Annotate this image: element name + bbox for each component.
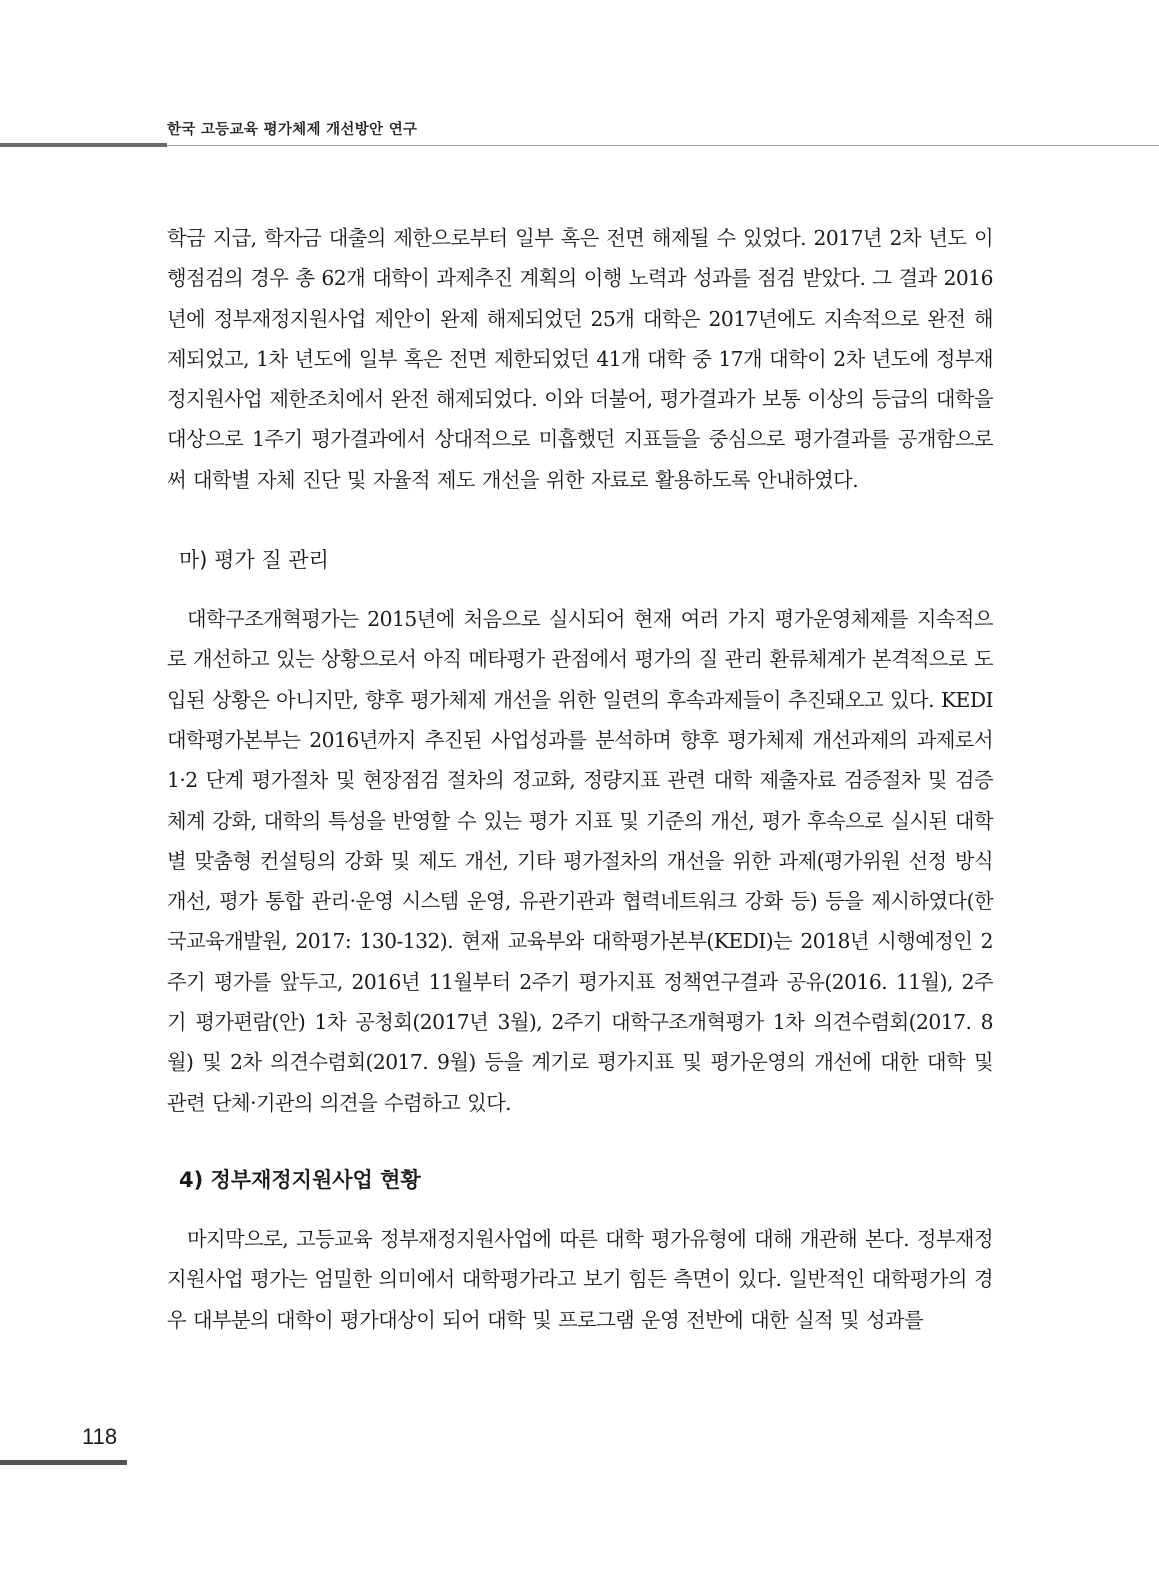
footer-rule xyxy=(0,1460,127,1465)
header-rule-accent xyxy=(0,143,167,147)
section-heading-government-funding: 4) 정부재정지원사업 현황 xyxy=(179,1167,421,1192)
page-body xyxy=(167,218,993,1340)
paragraph-continued: 학금 지급, 학자금 대출의 제한으로부터 일부 혹은 전면 해제될 수 있었다. 2017년 2차 년도 이행점검의 경우 총 62개 대학이 과제추진 계획의 이행 노력과 성과를 점검 받았다. 그 결과 2016년에 정부재정지원사업 제안이 완제 해제되었던 25개 대학은 2017년에도 지속적으로 완전 해제되었고, 1차 년도에 일부 혹은 전면 제한되었던 41개 대학 중 17개 대학이 2차 년도에 정부재정지원사업 제한조치에서 완전 해제되었다. 이와 더불어, 평가결과가 보통 이상의 등급의 대학을 대상으로 1주기 평가결과에서 상대적으로 미흡했던 지표들을 중심으로 평가결과를 공개함으로써 대학별 자체 진단 및 자율적 제도 개선을 위한 자료로 활용하도록 안내하였다. xyxy=(167,226,993,492)
page-number: 118 xyxy=(82,1424,118,1449)
paragraph-government-funding: 마지막으로, 고등교육 정부재정지원사업에 따른 대학 평가유형에 대해 개관해 본다. 정부재정지원사업 평가는 엄밀한 의미에서 대학평가라고 보기 힘든 측면이 있다. 일반적인 대학평가의 경우 대부분의 대학이 평가대상이 되어 대학 및 프로그램 운영 전반에 대한 실적 및 성과를 xyxy=(167,1226,993,1332)
running-header-title: 한국 고등교육 평가체제 개선방안 연구 xyxy=(167,122,418,138)
header-rule xyxy=(167,145,1159,146)
subheading-quality-management: 마) 평가 질 관리 xyxy=(179,548,329,573)
paragraph-quality-management: 대학구조개혁평가는 2015년에 처음으로 실시되어 현재 여러 가지 평가운영체제를 지속적으로 개선하고 있는 상황으로서 아직 메타평가 관점에서 평가의 질 관리 환류체계가 본격적으로 도입된 상황은 아니지만, 향후 평가체제 개선을 위한 일련의 후속과제들이 추진돼오고 있다. KEDI 대학평가본부는 2016년까지 추진된 사업성과를 분석하며 향후 평가체제 개선과제의 과제로서 1·2 단계 평가절차 및 현장점검 절차의 정교화, 정량지표 관련 대학 제출자료 검증절차 및 검증체계 강화, 대학의 특성을 반영할 수 있는 평가 지표 및 기준의 개선, 평가 후속으로 실시된 대학별 맞춤형 컨설팅의 강화 및 제도 개선, 기타 평가절차의 개선을 위한 과제(평가위원 선정 방식 개선, 평가 통합 관리·운영 시스템 운영, 유관기관과 협력네트워크 강화 등) 등을 제시하였다(한국교육개발원, 2017: 130-132). 현재 교육부와 대학평가본부(KEDI)는 2018년 시행예정인 2주기 평가를 앞두고, 2016년 11월부터 2주기 평가지표 정책연구결과 공유(2016. 11월), 2주기 평가편람(안) 1차 공청회(2017년 3월), 2주기 대학구조개혁평가 1차 의견수렴회(2017. 8월) 및 2차 의견수렴회(2017. 9월) 등을 계기로 평가지표 및 평가운영의 개선에 대한 대학 및 관련 단체·기관의 의견을 수렴하고 있다. xyxy=(167,607,993,1115)
